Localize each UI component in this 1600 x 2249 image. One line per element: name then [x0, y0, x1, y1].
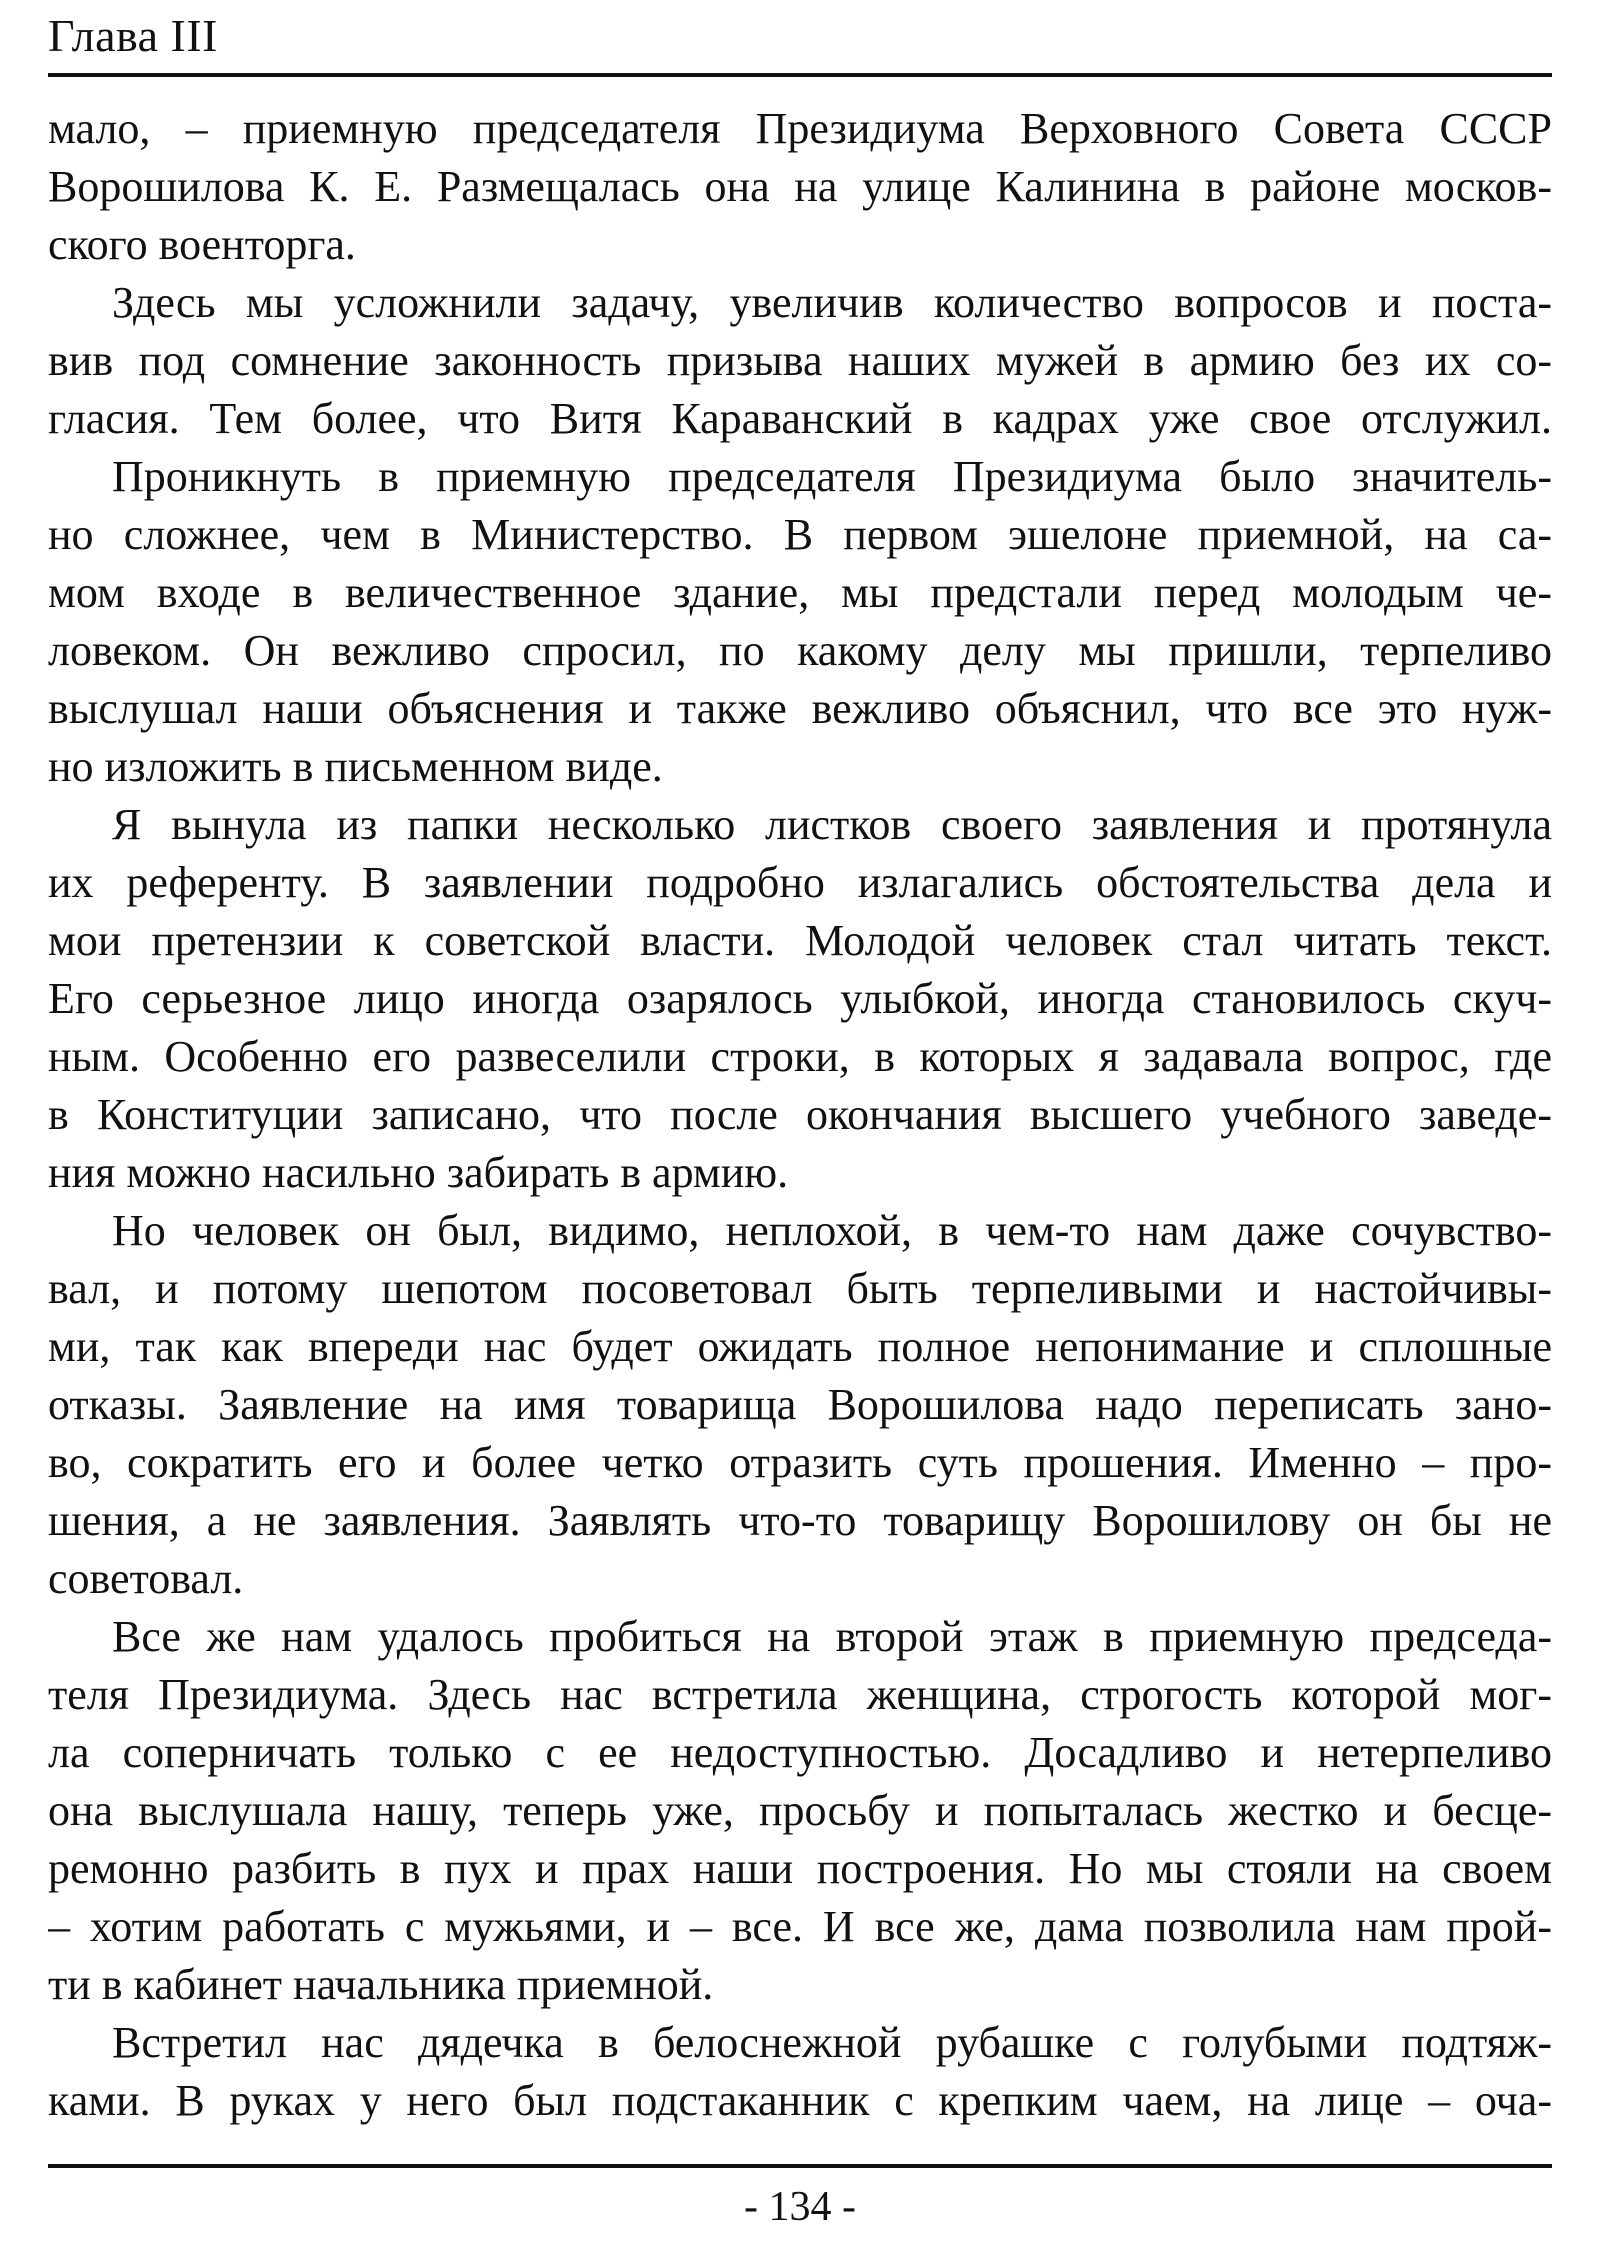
text-line: но изложить в письменном виде. [48, 742, 663, 791]
text-line: Здесь мы усложнили задачу, увеличив количество вопросов и поста- [112, 278, 1552, 327]
text-line: она выслушала нашу, теперь уже, просьбу и попыталась жестко и бесце- [48, 1786, 1552, 1835]
text-line: ла соперничать только с ее недоступностью. Досадливо и нетерпеливо [48, 1728, 1552, 1777]
header-divider [48, 73, 1552, 77]
text-line: – хотим работать с мужьями, и – все. И все же, дама позволила нам прой- [48, 1902, 1552, 1951]
text-line: Но человек он был, видимо, неплохой, в чем-то нам даже сочувство- [112, 1206, 1552, 1255]
text-line: ками. В руках у него был подстаканник с крепким чаем, на лице – оча- [48, 2076, 1552, 2125]
text-line: Я вынула из папки несколько листков своего заявления и протянула [112, 800, 1552, 849]
text-line: ти в кабинет начальника приемной. [48, 1960, 714, 2009]
text-line: во, сократить его и более четко отразить суть прошения. Именно – про- [48, 1438, 1552, 1487]
text-line: Ворошилова К. Е. Размещалась она на улице Калинина в районе москов- [48, 162, 1552, 211]
text-line: советовал. [48, 1554, 244, 1603]
text-line: Все же нам удалось пробиться на второй этаж в приемную председа- [112, 1612, 1552, 1661]
page-number: - 134 - [744, 2184, 856, 2230]
text-line: мои претензии к советской власти. Молодой человек стал читать текст. [48, 916, 1552, 965]
text-line: Встретил нас дядечка в белоснежной рубашке с голубыми подтяж- [112, 2018, 1552, 2067]
text-line: вал, и потому шепотом посоветовал быть терпеливыми и настойчивы- [48, 1264, 1552, 1313]
footer-divider [48, 2164, 1552, 2168]
text-line: ния можно насильно забирать в армию. [48, 1148, 789, 1197]
text-line: Его серьезное лицо иногда озарялось улыбкой, иногда становилось скуч- [48, 974, 1552, 1023]
text-line: Проникнуть в приемную председателя Президиума было значитель- [112, 452, 1552, 501]
running-head-chapter-title: Глава III [48, 10, 218, 61]
text-line: отказы. Заявление на имя товарища Ворошилова надо переписать зано- [48, 1380, 1552, 1429]
text-line: ремонно разбить в пух и прах наши построения. Но мы стояли на своем [48, 1844, 1552, 1893]
text-line: теля Президиума. Здесь нас встретила женщина, строгость которой мог- [48, 1670, 1552, 1719]
text-line: вив под сомнение законность призыва наших мужей в армию без их со- [48, 336, 1552, 385]
text-line: выслушал наши объяснения и также вежливо объяснил, что все это нуж- [48, 684, 1552, 733]
text-line: их референту. В заявлении подробно излагались обстоятельства дела и [48, 858, 1552, 907]
text-line: шения, а не заявления. Заявлять что-то товарищу Ворошилову он бы не [48, 1496, 1552, 1545]
text-line: мом входе в величественное здание, мы предстали перед молодым че- [48, 568, 1552, 617]
text-line: ми, так как впереди нас будет ожидать полное непонимание и сплошные [48, 1322, 1552, 1371]
text-line: ловеком. Он вежливо спросил, по какому делу мы пришли, терпеливо [48, 626, 1552, 675]
text-line: в Конституции записано, что после окончания высшего учебного заведе- [48, 1090, 1552, 1139]
body-text [48, 100, 1552, 2130]
text-line: но сложнее, чем в Министерство. В первом эшелоне приемной, на са- [48, 510, 1552, 559]
text-line: ского военторга. [48, 220, 356, 269]
text-line: мало, – приемную председателя Президиума Верховного Совета СССР [48, 104, 1552, 153]
text-line: гласия. Тем более, что Витя Караванский в кадрах уже свое отслужил. [48, 394, 1552, 443]
text-line: ным. Особенно его развеселили строки, в которых я задавала вопрос, где [48, 1032, 1552, 1081]
